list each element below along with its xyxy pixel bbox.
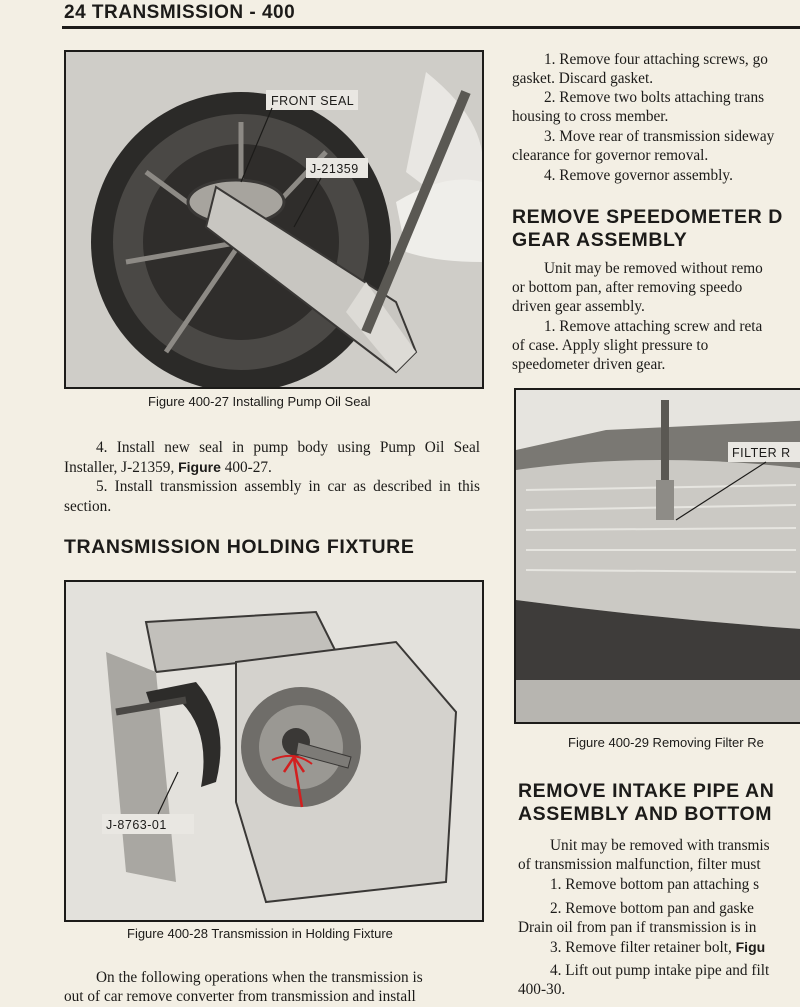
figure-400-27-photo [66,52,482,387]
page-header-title: 24 TRANSMISSION - 400 [64,2,296,23]
heading-remove-speedometer-line-1: REMOVE SPEEDOMETER D [512,206,783,228]
speedo-step-1-line-3: speedometer driven gear. [512,356,666,373]
step-5-install-transmission: 5. Install transmission assembly in car as described in this section. [64,478,480,515]
right-column [512,40,800,1001]
intake-step-2-cont: Drain oil from pan if transmission is in [518,919,757,936]
figure-400-29 [514,388,800,724]
intake-paragraph-line-2: of transmission malfunction, filter must [518,856,761,873]
intake-step-2: 2. Remove bottom pan and gaske [550,900,754,917]
speedo-paragraph-line-2: or bottom pan, after removing speedo [512,279,743,296]
figure-400-28 [64,580,484,922]
governor-step-1-cont: gasket. Discard gasket. [512,70,654,87]
intake-step-4: 4. Lift out pump intake pipe and filt [550,962,770,979]
heading-remove-intake-line-1: REMOVE INTAKE PIPE AN [518,780,775,802]
label-tool-j8763-01: J-8763-01 [106,818,167,832]
intake-step-3: 3. Remove filter retainer bolt, Figu [550,939,766,956]
figure-400-29-caption: Figure 400-29 Removing Filter Re [568,735,764,750]
governor-step-4: 4. Remove governor assembly. [544,167,733,184]
heading-remove-speedometer-line-2: GEAR ASSEMBLY [512,229,688,251]
figure-400-28-photo [66,582,482,920]
heading-transmission-holding-fixture: TRANSMISSION HOLDING FIXTURE [64,536,415,558]
heading-remove-intake-line-2: ASSEMBLY AND BOTTOM [518,803,773,825]
figure-400-28-caption: Figure 400-28 Transmission in Holding Fixture [127,926,393,941]
intake-paragraph-line-1: Unit may be removed with transmis [550,837,770,854]
figure-400-27-caption: Figure 400-27 Installing Pump Oil Seal [148,394,371,409]
bottom-paragraph-line-1: On the following operations when the transmission is [96,969,423,986]
governor-step-3-cont: clearance for governor removal. [512,147,709,164]
speedo-paragraph-line-1: Unit may be removed without remo [544,260,763,277]
speedo-step-1: 1. Remove attaching screw and reta [544,318,763,335]
figure-400-27 [64,50,484,389]
intake-step-4-cont: 400-30. [518,981,566,998]
bottom-paragraph-line-2: out of car remove converter from transmission and install [64,988,416,1005]
governor-step-1: 1. Remove four attaching screws, go [544,51,768,68]
speedo-step-1-line-2: of case. Apply slight pressure to [512,337,709,354]
intake-step-1: 1. Remove bottom pan attaching s [550,876,760,893]
governor-step-2-cont: housing to cross member. [512,108,669,125]
label-front-seal: FRONT SEAL [271,94,355,108]
label-tool-j21359: J-21359 [310,162,359,176]
governor-step-3: 3. Move rear of transmission sideway [544,128,775,145]
label-filter-retainer: FILTER R [732,446,791,460]
step-4-install-seal: 4. Install new seal in pump body using Pump Oil Seal Installer, J-21359, Figure 400-27. [64,439,480,476]
speedo-paragraph-line-3: driven gear assembly. [512,298,645,315]
figure-400-29-photo [516,390,800,722]
governor-step-2: 2. Remove two bolts attaching trans [544,89,765,106]
header-rule [62,26,800,29]
